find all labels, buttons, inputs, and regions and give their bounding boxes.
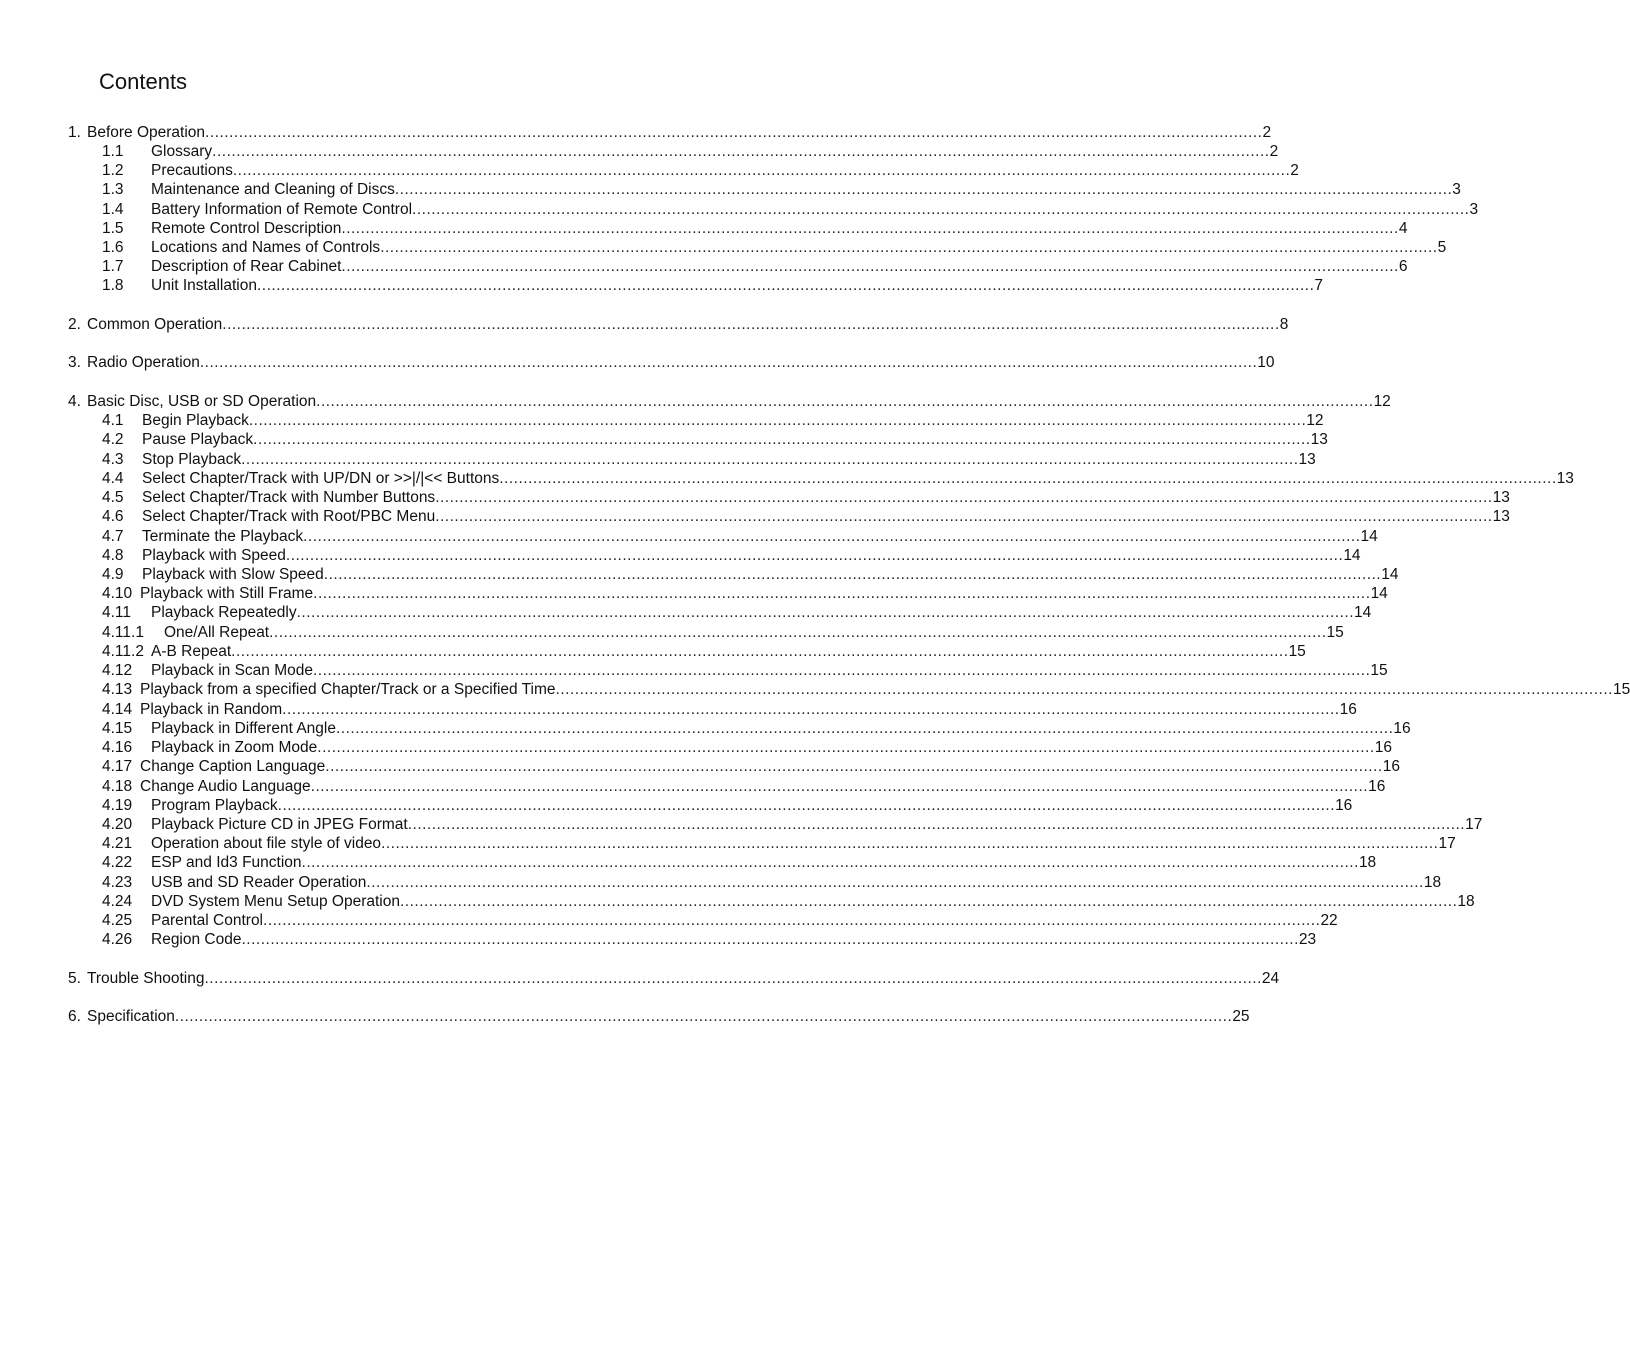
toc-entry-body (151, 834, 1456, 854)
toc-entry-page: 12 (1306, 412, 1324, 429)
toc-entry-body (140, 584, 1388, 604)
toc-entry-body (142, 527, 1378, 547)
dot-leader: ............................................................................................................................................................................................................................ (380, 239, 1438, 256)
dot-leader: ............................................................................................................................................................................................................................ (231, 643, 1289, 660)
toc-entry-title: Region Code (151, 931, 242, 948)
toc-entry-number: 4.2 (102, 431, 124, 448)
toc-entry-body (151, 238, 1447, 258)
toc-entry-page: 3 (1469, 201, 1479, 218)
toc-entry-title: Playback Repeatedly (151, 604, 297, 621)
toc-entry-page: 3 (1452, 181, 1461, 198)
toc-entry-body (151, 161, 1299, 181)
toc-entry-title: Parental Control (151, 912, 264, 929)
toc-entry-number: 4.15 (102, 720, 133, 737)
toc-entry-number: 4.5 (102, 489, 124, 506)
toc-entry-page: 2 (1262, 124, 1272, 141)
toc-entry-body (151, 603, 1372, 623)
toc-entry-title: Precautions (151, 162, 233, 179)
toc-entry-page: 13 (1492, 508, 1510, 525)
toc-entry-body (151, 219, 1408, 239)
dot-leader: ............................................................................................................................................................................................................................ (310, 778, 1369, 795)
toc-entry-title: Terminate the Playback (142, 528, 304, 545)
dot-leader: ............................................................................................................................................................................................................................ (341, 220, 1399, 237)
dot-leader: ............................................................................................................................................................................................................................ (303, 528, 1361, 545)
toc-entry-title: ESP and Id3 Function (151, 854, 302, 871)
toc-entry-number: 4.9 (102, 566, 124, 583)
toc-entry-page: 16 (1382, 758, 1400, 775)
toc-entry-body (140, 680, 1630, 700)
toc-entry-number: 4.17 (102, 758, 133, 775)
toc-entry-body (140, 700, 1357, 720)
dot-leader: ............................................................................................................................................................................................................................ (435, 508, 1493, 525)
toc-entry-page: 7 (1314, 277, 1324, 294)
toc-entry-page: 14 (1381, 566, 1399, 583)
toc-entry-title: Operation about file style of video (151, 835, 382, 852)
dot-leader: ............................................................................................................................................................................................................................ (323, 566, 1382, 583)
toc-entry-page: 10 (1257, 354, 1275, 371)
dot-leader: ............................................................................................................................................................................................................................ (407, 816, 1466, 833)
toc-entry-page: 2 (1269, 143, 1279, 160)
toc-entry-number: 5. (68, 970, 81, 987)
toc-entry-title: Unit Installation (151, 277, 257, 294)
dot-leader: ............................................................................................................................................................................................................................ (341, 258, 1399, 275)
toc-entry-number: 4.21 (102, 835, 133, 852)
toc-entry-number: 4.18 (102, 778, 133, 795)
toc-entry-title: Glossary (151, 143, 213, 160)
toc-entry-title: Select Chapter/Track with Number Buttons (142, 489, 436, 506)
toc-entry-body (151, 930, 1317, 950)
dot-leader: ............................................................................................................................................................................................................................ (317, 739, 1375, 756)
toc-entry-body (142, 546, 1361, 566)
toc-entry-body (87, 969, 1280, 989)
toc-entry-title: Select Chapter/Track with UP/DN or >>|/|<< Buttons (142, 470, 500, 487)
toc-entry-number: 4.12 (102, 662, 133, 679)
toc-entry-number: 4.23 (102, 874, 133, 891)
toc-entry-title: Pause Playback (142, 431, 254, 448)
toc-entry-number: 4.13 (102, 681, 133, 698)
toc-entry-body (151, 796, 1353, 816)
toc-entry-title: Select Chapter/Track with Root/PBC Menu (142, 508, 436, 525)
toc-entry-title: Battery Information of Remote Control (151, 201, 413, 218)
toc-entry-page: 16 (1374, 739, 1392, 756)
toc-entry-page: 15 (1326, 624, 1344, 641)
dot-leader: ............................................................................................................................................................................................................................ (399, 893, 1458, 910)
toc-entry-page: 25 (1232, 1008, 1250, 1025)
dot-leader: ............................................................................................................................................................................................................................ (394, 181, 1453, 198)
toc-entry-title: Playback from a specified Chapter/Track or a Specified Time (140, 681, 556, 698)
toc-entry-body (142, 565, 1399, 585)
dot-leader: ............................................................................................................................................................................................................................ (335, 720, 1394, 737)
toc-entry-page: 23 (1298, 931, 1317, 948)
toc-entry-page: 22 (1320, 912, 1338, 929)
toc-entry-page: 15 (1370, 662, 1388, 679)
toc-entry-body (151, 853, 1377, 873)
toc-entry-title: Locations and Names of Controls (151, 239, 381, 256)
toc-entry-title: Radio Operation (87, 354, 200, 371)
toc-entry-title: Remote Control Description (151, 220, 342, 237)
toc-entry-page: 6 (1398, 258, 1408, 275)
toc-entry-body (151, 200, 1479, 220)
toc-entry-number: 1. (68, 124, 81, 141)
toc-entry-number: 1.7 (102, 258, 124, 275)
toc-entry-title: Playback in Scan Mode (151, 662, 313, 679)
toc-entry-page: 13 (1298, 451, 1316, 468)
toc-entry-page: 16 (1339, 701, 1357, 718)
toc-entry-page: 12 (1373, 393, 1391, 410)
toc-entry-number: 3. (68, 354, 81, 371)
toc-entry-body (142, 507, 1510, 527)
toc-entry-title: Playback Picture CD in JPEG Format (151, 816, 408, 833)
toc-entry-page: 5 (1437, 239, 1447, 256)
toc-entry-number: 1.6 (102, 239, 124, 256)
toc-entry-title: Trouble Shooting (87, 970, 205, 987)
dot-leader: ............................................................................................................................................................................................................................ (205, 124, 1263, 141)
toc-entry-number: 4.19 (102, 797, 133, 814)
toc-entry-page: 13 (1492, 489, 1510, 506)
toc-entry-number: 4.11 (102, 604, 132, 621)
toc-entry-page: 8 (1279, 316, 1289, 333)
toc-entry-body (142, 411, 1324, 431)
dot-leader: ............................................................................................................................................................................................................................ (499, 470, 1557, 487)
toc-entry-number: 4.8 (102, 547, 124, 564)
toc-entry-page: 14 (1354, 604, 1372, 621)
toc-entry-body (151, 142, 1279, 162)
toc-entry-body (87, 123, 1272, 143)
toc-entry-page: 18 (1423, 874, 1442, 891)
toc-entry-title: Specification (87, 1008, 175, 1025)
toc-entry-page: 24 (1261, 970, 1280, 987)
dot-leader: ............................................................................................................................................................................................................................ (366, 874, 1424, 891)
toc-entry-title: Playback in Random (140, 701, 283, 718)
toc-entry-page: 2 (1290, 162, 1299, 179)
toc-entry-title: Before Operation (87, 124, 206, 141)
toc-entry-title: Begin Playback (142, 412, 249, 429)
toc-entry-title: Common Operation (87, 316, 223, 333)
dot-leader: ............................................................................................................................................................................................................................ (222, 316, 1280, 333)
toc-entry-body (151, 642, 1306, 662)
toc-entry-number: 4.10 (102, 585, 133, 602)
toc-entry-number: 4. (68, 393, 81, 410)
toc-entry-title: Basic Disc, USB or SD Operation (87, 393, 317, 410)
toc-entry-body (87, 1007, 1250, 1027)
toc-entry-page: 17 (1438, 835, 1456, 852)
toc-entry-number: 4.24 (102, 893, 133, 910)
toc-entry-body (140, 757, 1400, 777)
dot-leader: ............................................................................................................................................................................................................................ (248, 412, 1307, 429)
dot-leader: ............................................................................................................................................................................................................................ (253, 431, 1311, 448)
toc-entry-page: 15 (1612, 681, 1630, 698)
dot-leader: ............................................................................................................................................................................................................................ (301, 854, 1359, 871)
toc-entry-page: 13 (1556, 470, 1574, 487)
toc-entry-number: 4.6 (102, 508, 124, 525)
dot-leader: ............................................................................................................................................................................................................................ (296, 604, 1355, 621)
toc-entry-page: 16 (1335, 797, 1353, 814)
toc-entry-page: 18 (1457, 893, 1475, 910)
toc-entry-body (164, 623, 1344, 643)
toc-entry-page: 16 (1368, 778, 1386, 795)
dot-leader: ............................................................................................................................................................................................................................ (316, 393, 1374, 410)
toc-entry-number: 4.22 (102, 854, 133, 871)
toc-entry-number: 4.3 (102, 451, 124, 468)
dot-leader: ............................................................................................................................................................................................................................ (241, 931, 1299, 948)
toc-entry-page: 14 (1370, 585, 1388, 602)
dot-leader: ............................................................................................................................................................................................................................ (325, 758, 1383, 775)
page-title: Contents (99, 69, 188, 94)
toc-entry-title: A-B Repeat (151, 643, 232, 660)
toc-entry-body (151, 738, 1392, 758)
toc-entry-page: 13 (1310, 431, 1328, 448)
toc-entry-number: 4.11.1 (102, 624, 144, 641)
toc-entry-body (151, 180, 1461, 200)
toc-entry-body (142, 469, 1574, 489)
toc-entry-title: Stop Playback (142, 451, 242, 468)
toc-entry-number: 4.25 (102, 912, 133, 929)
toc-entry-number: 1.2 (102, 162, 124, 179)
toc-entry-number: 6. (68, 1008, 81, 1025)
toc-entry-page: 18 (1358, 854, 1377, 871)
toc-entry-body (87, 353, 1275, 373)
dot-leader: ............................................................................................................................................................................................................................ (313, 585, 1371, 602)
toc-entry-body (151, 873, 1442, 893)
toc-entry-title: Maintenance and Cleaning of Discs (151, 181, 395, 198)
toc-entry-page: 14 (1343, 547, 1361, 564)
toc-entry-number: 4.26 (102, 931, 133, 948)
toc-entry-title: Playback in Different Angle (151, 720, 336, 737)
toc-entry-body (142, 488, 1510, 508)
toc-entry-title: Playback in Zoom Mode (151, 739, 318, 756)
toc-entry-body (140, 777, 1386, 797)
toc-entry-title: DVD System Menu Setup Operation (151, 893, 400, 910)
toc-entry-number: 1.5 (102, 220, 124, 237)
dot-leader: ............................................................................................................................................................................................................................ (412, 201, 1470, 218)
dot-leader: ............................................................................................................................................................................................................................ (204, 970, 1262, 987)
dot-leader: ............................................................................................................................................................................................................................ (282, 701, 1340, 718)
toc-entry-body (151, 892, 1475, 912)
toc-entry-title: Playback with Slow Speed (142, 566, 324, 583)
toc-entry-number: 4.7 (102, 528, 124, 545)
toc-entry-title: One/All Repeat (164, 624, 270, 641)
toc-entry-body (151, 719, 1411, 739)
toc-entry-body (142, 450, 1316, 470)
toc-entry-body (151, 257, 1408, 277)
toc-entry-number: 1.8 (102, 277, 124, 294)
dot-leader: ............................................................................................................................................................................................................................ (435, 489, 1493, 506)
dot-leader: ............................................................................................................................................................................................................................ (256, 277, 1315, 294)
toc-entry-number: 4.14 (102, 701, 133, 718)
toc-entry-title: Program Playback (151, 797, 278, 814)
toc-entry-number: 4.20 (102, 816, 133, 833)
dot-leader: ............................................................................................................................................................................................................................ (381, 835, 1439, 852)
toc-entry-number: 1.3 (102, 181, 124, 198)
dot-leader: ............................................................................................................................................................................................................................ (269, 624, 1327, 641)
dot-leader: ............................................................................................................................................................................................................................ (174, 1008, 1233, 1025)
toc-entry-title: Change Audio Language (140, 778, 311, 795)
dot-leader: ............................................................................................................................................................................................................................ (285, 547, 1344, 564)
toc-entry-number: 4.11.2 (102, 643, 144, 660)
toc-entry-body (151, 661, 1388, 681)
toc-entry-page: 15 (1288, 643, 1306, 660)
toc-entry-title: Playback with Speed (142, 547, 286, 564)
toc-entry-number: 4.1 (102, 412, 124, 429)
dot-leader: ............................................................................................................................................................................................................................ (263, 912, 1321, 929)
toc-entry-body (142, 430, 1328, 450)
toc-entry-page: 4 (1398, 220, 1408, 237)
dot-leader: ............................................................................................................................................................................................................................ (555, 681, 1613, 698)
toc-entry-body (87, 392, 1391, 412)
toc-entry-body (151, 276, 1324, 296)
dot-leader: ............................................................................................................................................................................................................................ (312, 662, 1371, 679)
toc-entry-body (151, 815, 1483, 835)
toc-entry-number: 1.1 (102, 143, 124, 160)
toc-entry-number: 4.4 (102, 470, 124, 487)
toc-entry-title: USB and SD Reader Operation (151, 874, 367, 891)
toc-entry-page: 17 (1465, 816, 1483, 833)
toc-entry-page: 16 (1393, 720, 1411, 737)
toc-entry-body (87, 315, 1289, 335)
toc-entry-page: 14 (1360, 528, 1378, 545)
toc-entry-body (151, 911, 1338, 931)
dot-leader: ............................................................................................................................................................................................................................ (232, 162, 1291, 179)
toc-entry-title: Description of Rear Cabinet (151, 258, 342, 275)
toc-entry-title: Change Caption Language (140, 758, 326, 775)
toc-entry-number: 1.4 (102, 201, 124, 218)
toc-entry-number: 4.16 (102, 739, 133, 756)
toc-entry-title: Playback with Still Frame (140, 585, 314, 602)
dot-leader: ............................................................................................................................................................................................................................ (277, 797, 1336, 814)
dot-leader: ............................................................................................................................................................................................................................ (241, 451, 1299, 468)
dot-leader: ............................................................................................................................................................................................................................ (199, 354, 1258, 371)
toc-entry-number: 2. (68, 316, 81, 333)
dot-leader: ............................................................................................................................................................................................................................ (212, 143, 1270, 160)
